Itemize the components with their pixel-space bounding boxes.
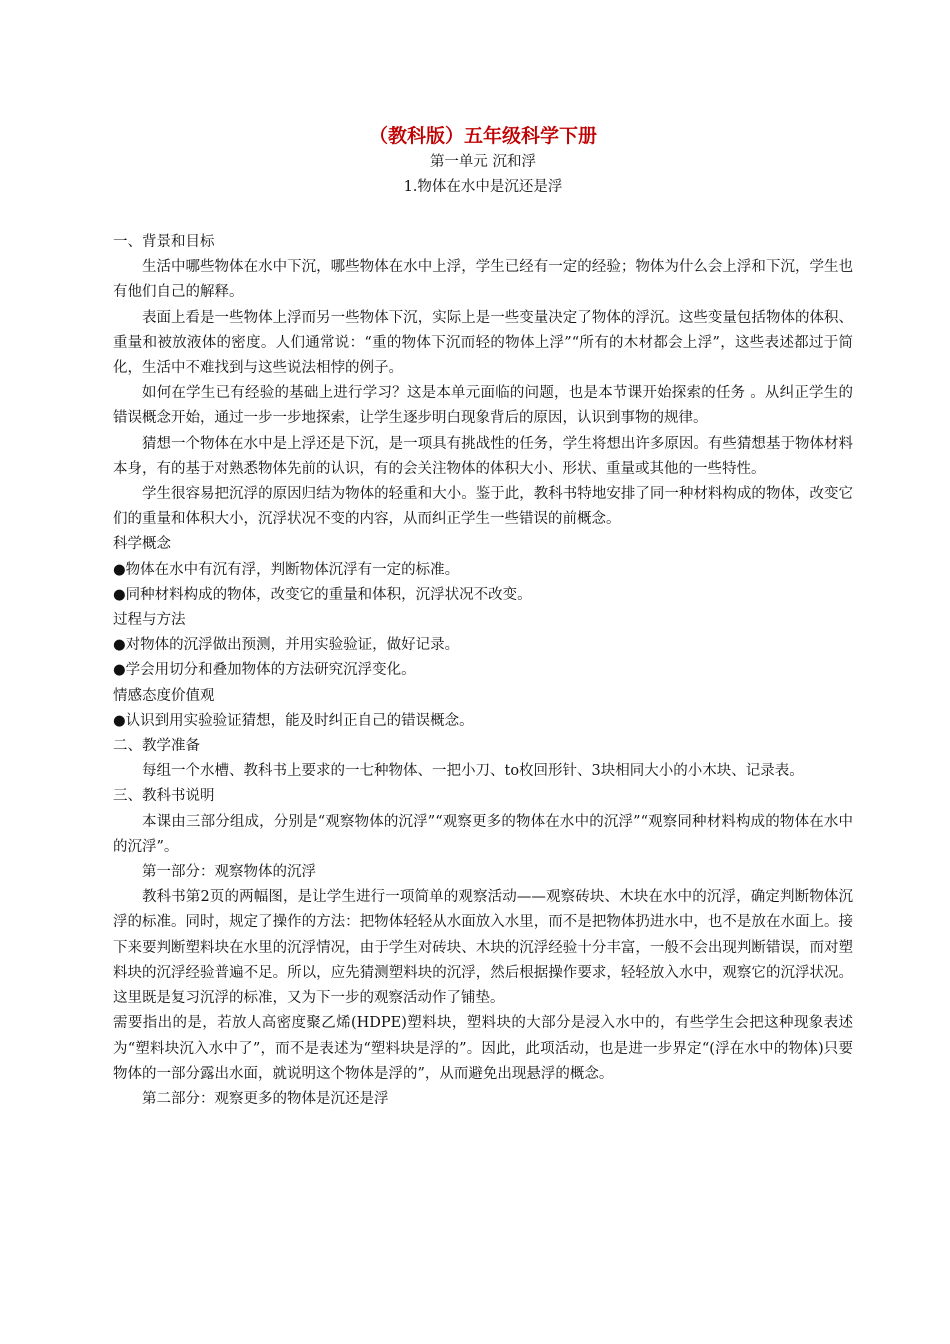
part-heading: 第二部分：观察更多的物体是沉还是浮 [142, 1090, 389, 1107]
paragraph: 教科书第2页的两幅图，是让学生进行一项简单的观察活动——观察砖块、木块在水中的沉浮，确定判断物体沉浮的标准。同时，规定了操作的方法：把物体轻轻从水面放入水里，而不是把物体扔进水中，也不是放在水面上。接下来要判断塑料块在水里的沉浮情况，由于学生对砖块、木块的沉浮经验十分丰富，一般不会出现判断错误，而对塑料块的沉浮经验普遍不足。所以，应先猜测塑料块的沉浮，然后根据操作要求，轻轻放入水中，观察它的沉浮状况。这里既是复习沉浮的标准，又为下一步的观察活动作了铺垫。 [113, 889, 853, 1007]
section-heading: 三、教科书说明 [113, 788, 215, 805]
bullet-item: ●物体在水中有沉有浮，判断物体沉浮有一定的标准。 [113, 561, 460, 578]
spacer [113, 200, 853, 230]
section-heading: 二、教学准备 [113, 738, 200, 755]
subsection-heading: 过程与方法 [113, 612, 186, 629]
bullet-item: ●学会用切分和叠加物体的方法研究沉浮变化。 [113, 662, 416, 679]
bullet-item: ●对物体的沉浮做出预测，并用实验验证，做好记录。 [113, 637, 460, 654]
paragraph: 如何在学生已有经验的基础上进行学习？这是本单元面临的问题，也是本节课开始探索的任务 。从纠正学生的错误概念开始，通过一步一步地探索，让学生逐步明白现象背后的原因，认识到事物的规律。 [113, 385, 853, 427]
paragraph: 表面上看是一些物体上浮而另一些物体下沉，实际上是一些变量决定了物体的浮沉。这些变量包括物体的体积、重量和被放液体的密度。人们通常说：“重的物体下沉而轻的物体上浮”“所有的木材都会上浮”，这些表述都过于简化，生活中不难找到与这些说法相悖的例子。 [113, 309, 853, 377]
bullet-item: ●同种材料构成的物体，改变它的重量和体积，沉浮状况不改变。 [113, 586, 532, 603]
paragraph: 需要指出的是，若放人高密度聚乙烯(HDPE)塑料块，塑料块的大部分是浸入水中的，有些学生会把这种现象表述为“塑料块沉入水中了”，而不是表述为“塑料块是浮的”。因此，此项活动，也是进一步界定“(浮在水中的物体)只要物体的一部分露出水面，就说明这个物体是浮的”，从而避免出现悬浮的概念。 [113, 1015, 853, 1082]
subsection-heading: 科学概念 [113, 536, 171, 553]
document-page [113, 122, 853, 1112]
paragraph: 本课由三部分组成，分别是“观察物体的沉浮”“观察更多的物体在水中的沉浮”“观察同种材料构成的物体在水中的沉浮”。 [113, 813, 853, 855]
bullet-item: ●认识到用实验验证猜想，能及时纠正自己的错误概念。 [113, 712, 474, 729]
document-title: （教科版）五年级科学下册 [368, 125, 597, 147]
unit-title: 第一单元 沉和浮 [429, 154, 537, 170]
document-body [113, 230, 853, 1112]
paragraph: 学生很容易把沉浮的原因归结为物体的轻重和大小。鉴于此，教科书特地安排了同一种材料构成的物体，改变它们的重量和体积大小，沉浮状况不变的内容，从而纠正学生一些错误的前概念。 [113, 486, 853, 528]
lesson-title: 1.物体在水中是沉还是浮 [403, 179, 563, 195]
part-heading: 第一部分：观察物体的沉浮 [142, 864, 316, 881]
subsection-heading: 情感态度价值观 [113, 687, 215, 704]
paragraph: 生活中哪些物体在水中下沉，哪些物体在水中上浮，学生已经有一定的经验；物体为什么会上浮和下沉，学生也有他们自己的解释。 [113, 259, 853, 301]
paragraph: 每组一个水槽、教科书上要求的一七种物体、一把小刀、to枚回形针、3块相同大小的小木块、记录表。 [142, 763, 804, 780]
section-heading: 一、背景和目标 [113, 234, 215, 250]
paragraph: 猜想一个物体在水中是上浮还是下沉，是一项具有挑战性的任务，学生将想出许多原因。有些猜想基于物体材料本身，有的基于对熟悉物体先前的认识，有的会关注物体的体积大小、形状、重量或其他的一些特性。 [113, 435, 853, 477]
